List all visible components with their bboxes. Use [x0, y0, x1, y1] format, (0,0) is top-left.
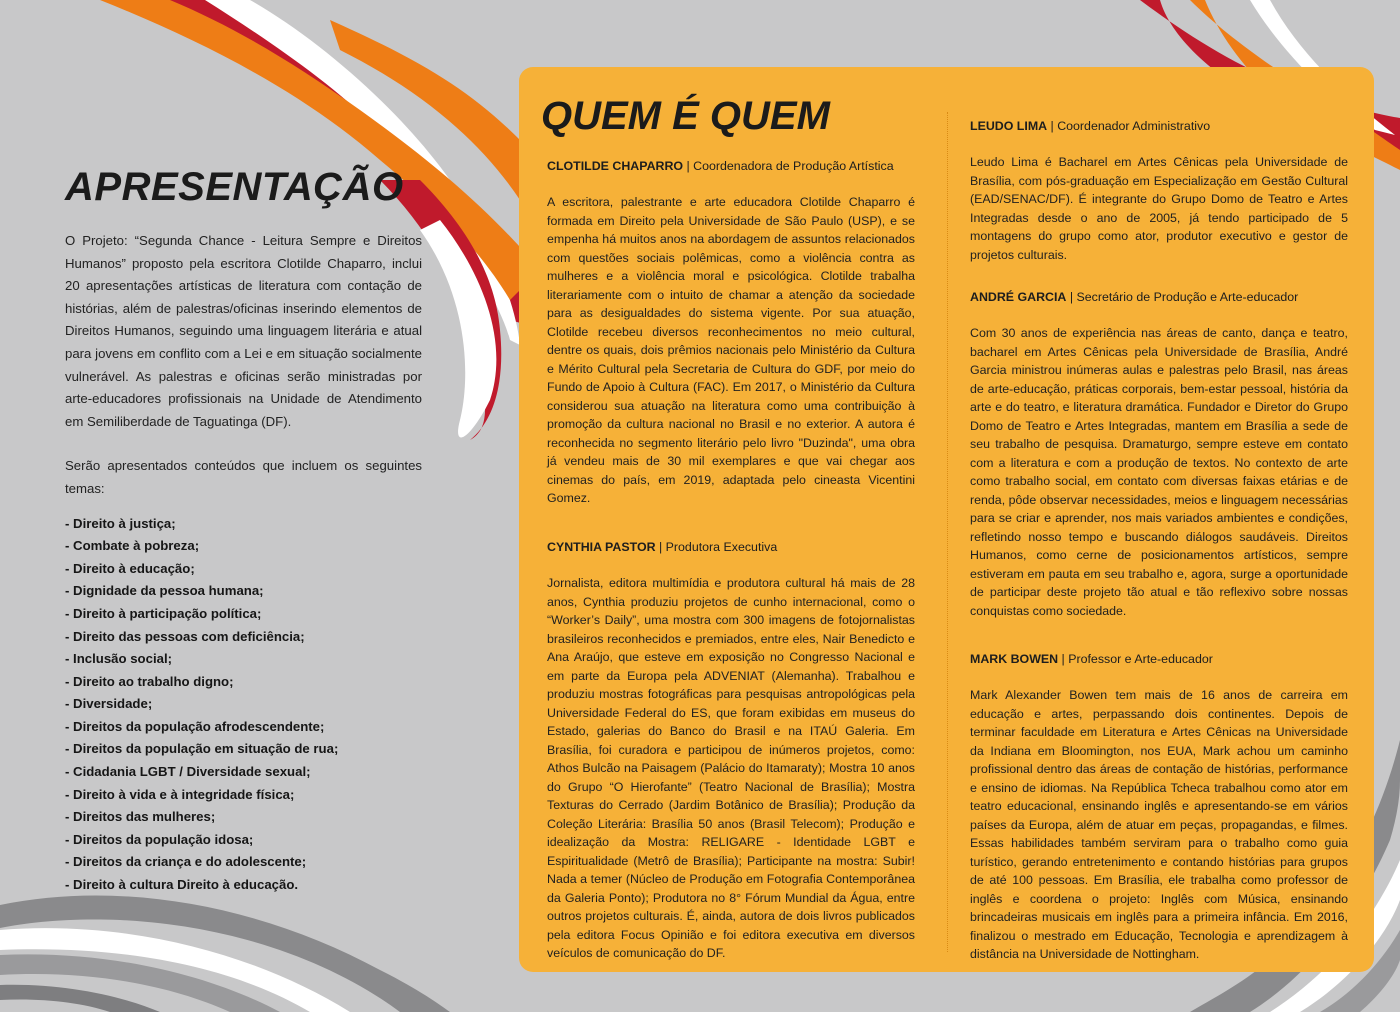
presentation-section	[65, 165, 422, 897]
presentation-intro: O Projeto: “Segunda Chance - Leitura Sempre e Direitos Humanos” proposto pela escritora Clotilde Chaparro, inclui 20 apresentações artísticas de literatura com contação de histórias, além de palestras/oficinas inserindo elementos de Direitos Humanos, seguindo uma linguagem literária e atual para jovens em conflito com a Lei e em situação socialmente vulnerável. As palestras e oficinas serão ministradas por arte-educadores profissionais na Unidade de Atendimento em Semiliberdade de Taguatinga (DF).	[65, 233, 422, 429]
list-item: - Direito ao trabalho digno;	[65, 673, 234, 689]
person-role: | Secretário de Produção e Arte-educador	[1066, 290, 1299, 304]
person-name: MARK BOWEN	[970, 652, 1059, 666]
person-heading	[547, 538, 915, 556]
person-heading	[970, 650, 1348, 668]
person-leudo-lima	[970, 117, 1348, 264]
person-bio: Leudo Lima é Bacharel em Artes Cênicas pela Universidade de Brasília, com pós-graduação em Especialização em Gestão Cultural (EAD/SENAC/DF). É integrante do Grupo Domo de Teatro e Artes Integradas desde o ano de 2005, já tendo participado de 5 montagens do grupo como ator, produtor executivo e gestor de projetos culturais.	[970, 155, 1348, 262]
person-mark-bowen	[970, 650, 1348, 964]
ribbon-gray-bottom-left-3	[0, 985, 160, 1012]
list-item: - Direitos das mulheres;	[65, 809, 216, 825]
presentation-title: APRESENTAÇÃO	[65, 165, 404, 209]
list-item: - Direito à educação;	[65, 560, 195, 576]
person-role: | Coordenador Administrativo	[1047, 119, 1211, 133]
list-item: - Cidadania LGBT / Diversidade sexual;	[65, 764, 311, 780]
person-role: | Coordenadora de Produção Artística	[683, 159, 894, 173]
list-item: - Direitos da criança e do adolescente;	[65, 854, 307, 870]
presentation-topics-intro: Serão apresentados conteúdos que incluem os seguintes temas:	[65, 458, 422, 496]
list-item: - Direito à cultura Direito à educação.	[65, 877, 299, 893]
person-andre-garcia	[970, 288, 1348, 620]
list-item: - Direito à participação política;	[65, 605, 262, 621]
person-name: ANDRÉ GARCIA	[970, 290, 1067, 304]
list-item: - Combate à pobreza;	[65, 538, 200, 554]
person-bio: Jornalista, editora multimídia e produtora cultural há mais de 28 anos, Cynthia produziu projetos de cunho internacional, como o “Worker’s Daily”, uma mostra com 300 imagens de fotojornalistas brasileiros reconhecidos e premiados, entre eles, Nair Benedicto e Ana Araújo, que esteve em exposição no Congresso Nacional e em parte da Europa pela ADVENIAT (Alemanha). Trabalhou e produziu mostras fotográficas para pesquisas antropológicas pela Universidade Federal do ES, que foram exibidas em museus do Estado, galerias do Banco do Brasil e na ITAÚ Galeria. Em Brasília, foi curadora e participou de inúmeros projetos, como: Athos Bulcão na Paisagem (Palácio do Itamaraty); Mostra 10 anos do Grupo “O Hierofante” (Teatro Nacional de Brasília); Mostra Texturas do Cerrado (Jardim Botânico de Brasília); Produção da Coleção Literária: Brasília 50 anos (Brasil Telecom); Produção e idealização da Mostra: RELIGARE - Identidade LGBT e Espiritualidade (Metrô de Brasília); Participante na mostra: Subir! Nada a temer (Núcleo de Produção em Fotografia Contemporânea da Galeria Ponto); Produtora no 8° Fórum Mundial da Água, entre outros projetos culturais. É, ainda, autora de dois livros publicados pela editora Focus Opinião e foi editora executiva em diversos veículos de comunicação do DF.	[547, 576, 915, 960]
who-is-who-panel	[519, 67, 1374, 972]
person-role: | Produtora Executiva	[655, 540, 778, 554]
person-clotilde-chaparro	[547, 157, 915, 508]
list-item: - Direito à justiça;	[65, 515, 176, 531]
list-item: - Direito das pessoas com deficiência;	[65, 628, 305, 644]
list-item: - Diversidade;	[65, 696, 153, 712]
person-name: CYNTHIA PASTOR	[547, 540, 656, 554]
list-item: - Dignidade da pessoa humana;	[65, 583, 264, 599]
person-role: | Professor e Arte-educador	[1058, 652, 1213, 666]
who-is-who-title: QUEM É QUEM	[541, 94, 830, 138]
column-divider	[947, 112, 948, 952]
list-item: - Direitos da população em situação de rua;	[65, 741, 339, 757]
person-bio: A escritora, palestrante e arte educadora Clotilde Chaparro é formada em Direito pela Universidade de São Paulo (USP), e se empenha há muitos anos na abordagem de assuntos relacionados com questões sociais polêmicas, como a violência contra as mulheres e a violência moral e psicológica. Clotilde trabalha literariamente com o intuito de chamar a atenção da sociedade para as desigualdades do sistema vigente. Por sua atuação, Clotilde recebeu diversos reconhecimentos no meio cultural, dentre os quais, dois prêmios nacionais pelo Ministério da Cultura e Mérito Cultural pela Secretaria de Cultura do GDF, por meio do Fundo de Apoio à Cultura (FAC). Em 2017, o Ministério da Cultura considerou sua atuação na literatura como uma contribuição à promoção da cultura nacional no Brasil e no exterior. A autora é reconhecida no segmento literário pelo livro "Duzinda", uma obra já vendeu mais de 30 mil exemplares e que vai chegar aos cinemas do país, em 2019, adaptada pelo cineasta Vicentini Gomez.	[547, 195, 915, 505]
person-heading	[547, 157, 915, 175]
person-name: CLOTILDE CHAPARRO	[547, 159, 684, 173]
person-bio: Mark Alexander Bowen tem mais de 16 anos de carreira em educação e artes, perpassando dois continentes. Depois de terminar faculdade em Literatura e Artes Cênicas na Universidade da Indiana em Bloomington, nos EUA, Mark achou um caminho profissional dentro das áreas de contação de histórias, performance e ensino de idiomas. Na República Tcheca trabalhou como ator em teatro educacional, ensinando inglês e apresentando-se em vários países da Europa, além de atuar em peças, propagandas, e filmes. Essas habilidades também serviram para o trabalho como guia turístico, gerando entretenimento e contando histórias para grupos de até 100 pessoas. Em Brasília, ele trabalha como professor de inglês e coordena o projeto: Inglês com Música, ensinando brincadeiras musicais em inglês para a primeira infância. Em 2016, finalizou o mestrado em Educação, Tecnologia e aprendizagem à distância na Universidade de Nottingham.	[970, 688, 1348, 961]
list-item: - Direitos da população afrodescendente;	[65, 718, 325, 734]
list-item: - Inclusão social;	[65, 651, 172, 667]
list-item: - Direitos da população idosa;	[65, 831, 254, 847]
person-cynthia-pastor	[547, 538, 915, 963]
person-bio: Com 30 anos de experiência nas áreas de canto, dança e teatro, bacharel em Artes Cênicas pela Universidade de Brasília, André Garcia ministrou inúmeras aulas e palestras pelo Brasil, nas áreas de arte-educação, práticas corporais, bem-estar pessoal, história da arte e do teatro, e literatura dramática. Fundador e Diretor do Grupo Domo de Teatro e Artes Integradas, mantem em Brasília a sede de seu trabalho de pesquisa. Dramaturgo, sempre esteve em contato com a literatura e com a produção de textos. No contexto de arte como trabalho social, em contato com diversas faixas etárias e de renda, pôde observar necessidades, meios e linguagem necessárias para se criar e aprender, nos mais variados ambientes e condições, refletindo nosso tempo e buscando diálogos saudáveis. Direitos Humanos, como cerne de posicionamentos artísticos, sempre estiveram em pauta em seu trabalho e, agora, surge a oportunidade de participar deste projeto tão atual e tão reflexivo sobre nossas conquistas como sociedade.	[970, 326, 1348, 618]
person-heading	[970, 288, 1348, 306]
list-item: - Direito à vida e à integridade física;	[65, 786, 295, 802]
person-heading	[970, 117, 1348, 135]
person-name: LEUDO LIMA	[970, 119, 1048, 133]
topics-list	[65, 513, 422, 897]
